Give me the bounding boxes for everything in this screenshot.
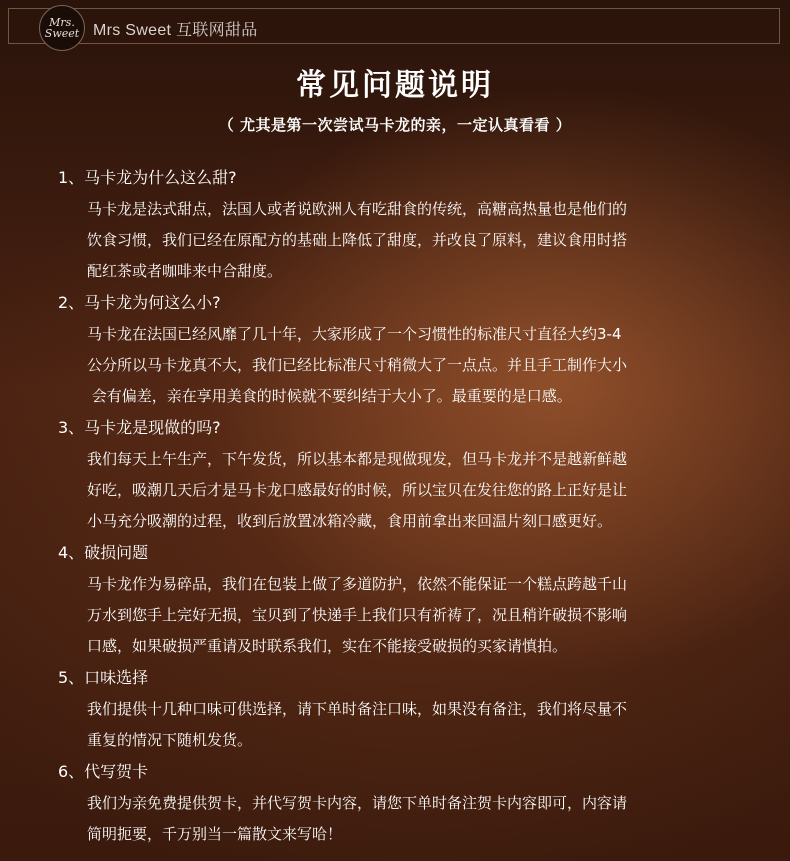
- faq-item: [58, 537, 748, 662]
- answer-line: 万水到您手上完好无损，宝贝到了快递手上我们只有祈祷了，况且稍许破损不影响: [87, 606, 628, 624]
- answer-line: 会有偏差，亲在享用美食的时候就不要纠结于大小了。最重要的是口感。: [87, 387, 572, 405]
- answer-line: 好吃，吸潮几天后才是马卡龙口感最好的时候，所以宝贝在发往您的路上正好是让: [87, 481, 628, 499]
- answer-line: 简明扼要，千万别当一篇散文来写哈！: [87, 825, 343, 843]
- answer-line: 公分所以马卡龙真不大，我们已经比标准尺寸稍微大了一点点。并且手工制作大小: [87, 356, 628, 374]
- brand-name: Mrs Sweet 互联网甜品: [93, 22, 258, 39]
- faq-question: 3、马卡龙是现做的吗?: [58, 418, 221, 437]
- answer-line: 重复的情况下随机发货。: [87, 731, 253, 749]
- answer-line: 马卡龙是法式甜点，法国人或者说欧洲人有吃甜食的传统，高糖高热量也是他们的: [87, 200, 628, 218]
- faq-answer: [58, 694, 748, 756]
- answer-line: 我们为亲免费提供贺卡，并代写贺卡内容，请您下单时备注贺卡内容即可，内容请: [87, 794, 628, 812]
- faq-question: 5、口味选择: [58, 668, 149, 687]
- faq-item: [58, 162, 748, 287]
- page-title: 常见问题说明: [296, 68, 494, 103]
- faq-item: [58, 412, 748, 537]
- faq-answer: [58, 194, 748, 287]
- faq-question: 2、马卡龙为何这么小?: [58, 293, 221, 312]
- answer-line: 马卡龙作为易碎品，我们在包装上做了多道防护，依然不能保证一个糕点跨越千山: [87, 575, 628, 593]
- answer-line: 小马充分吸潮的过程，收到后放置冰箱冷藏，食用前拿出来回温片刻口感更好。: [87, 512, 613, 530]
- faq-answer: [58, 788, 748, 850]
- header-banner: [8, 8, 780, 44]
- faq-answer: [58, 319, 748, 412]
- faq-question: 4、破损问题: [58, 543, 149, 562]
- brand-logo: [39, 5, 85, 51]
- faq-question: 6、代写贺卡: [58, 762, 149, 781]
- faq-item: [58, 662, 748, 756]
- answer-line: 马卡龙在法国已经风靡了几十年，大家形成了一个习惯性的标准尺寸直径大约3-4: [87, 325, 622, 343]
- answer-line: 饮食习惯，我们已经在原配方的基础上降低了甜度，并改良了原料，建议食用时搭: [87, 231, 628, 249]
- faq-answer: [58, 444, 748, 537]
- faq-item: [58, 756, 748, 850]
- answer-line: 口感，如果破损严重请及时联系我们，实在不能接受破损的买家请慎拍。: [87, 637, 568, 655]
- logo-text: Mrs. Sweet: [44, 16, 80, 40]
- faq-item: [58, 287, 748, 412]
- answer-line: 配红茶或者咖啡来中合甜度。: [87, 262, 283, 280]
- answer-line: 我们每天上午生产，下午发货，所以基本都是现做现发，但马卡龙并不是越新鲜越: [87, 450, 628, 468]
- page-subtitle: （ 尤其是第一次尝试马卡龙的亲，一定认真看看 ）: [218, 116, 572, 134]
- faq-list: [58, 162, 748, 850]
- faq-question: 1、马卡龙为什么这么甜?: [58, 168, 237, 187]
- answer-line: 我们提供十几种口味可供选择，请下单时备注口味，如果没有备注，我们将尽量不: [87, 700, 628, 718]
- faq-answer: [58, 569, 748, 662]
